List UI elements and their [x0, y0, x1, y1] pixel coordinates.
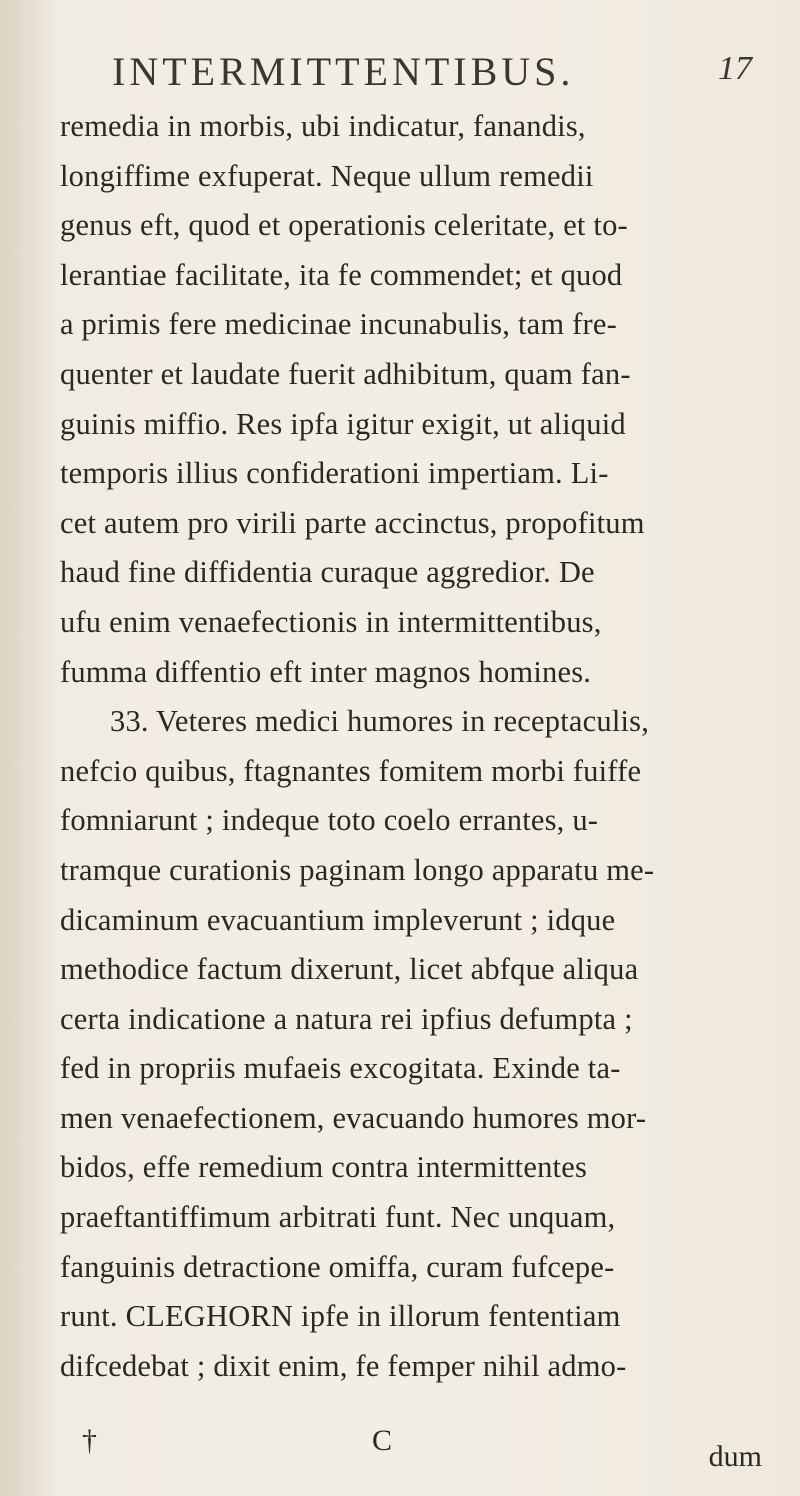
catchword: dum: [708, 1440, 762, 1473]
page-gutter-shadow: [0, 0, 58, 1496]
text-line: bidos, effe remedium contra intermittentes: [60, 1150, 588, 1185]
text-line: fumma diffentio eft inter magnos homines.: [60, 654, 592, 689]
text-line: fomniarunt ; indeque toto coelo errantes, u-: [60, 803, 599, 838]
signature-mark: C: [372, 1424, 393, 1457]
running-title: INTERMITTENTIBUS.: [112, 49, 575, 94]
text-line: cet autem pro virili parte accinctus, propofitum: [60, 505, 645, 540]
text-line: tramque curationis paginam longo apparatu me-: [60, 852, 655, 887]
running-head: [112, 48, 752, 108]
text-line: a primis fere medicinae incunabulis, tam fre-: [60, 307, 617, 342]
text-line: fanguinis detractione omiffa, curam fufcepe-: [60, 1249, 615, 1284]
text-line: temporis illius confiderationi impertiam. Li-: [60, 456, 609, 491]
text-line: guinis miffio. Res ipfa igitur exigit, ut aliquid: [60, 406, 626, 441]
footer-mark: †: [82, 1424, 97, 1457]
text-line: certa indicatione a natura rei ipfius defumpta ;: [60, 1001, 633, 1036]
paragraph-start-line: 33. Veteres medici humores in receptaculis,: [110, 704, 650, 739]
page-footer: [60, 1424, 772, 1484]
text-line: genus eft, quod et operationis celeritate, et to-: [60, 208, 628, 243]
body-text: [60, 102, 772, 1391]
text-line: remedia in morbis, ubi indicatur, fanandis,: [60, 109, 586, 143]
text-line: difcedebat ; dixit enim, fe femper nihil admo-: [60, 1348, 627, 1383]
page-number: 17: [718, 50, 752, 87]
text-line: dicaminum evacuantium impleverunt ; idque: [60, 902, 616, 937]
text-line: longiffime exfuperat. Neque ullum remedii: [60, 158, 594, 193]
text-line: fed in propriis mufaeis excogitata. Exinde ta-: [60, 1051, 621, 1086]
text-line: ufu enim venaefectionis in intermittentibus,: [60, 604, 602, 639]
text-line: methodice factum dixerunt, licet abfque aliqua: [60, 952, 639, 987]
text-line: praeftantiffimum arbitrati funt. Nec unquam,: [60, 1200, 616, 1235]
text-line: lerantiae facilitate, ita fe commendet; et quod: [60, 257, 623, 292]
text-line: quenter et laudate fuerit adhibitum, quam fan-: [60, 356, 631, 391]
text-line: men venaefectionem, evacuando humores mor-: [60, 1100, 647, 1135]
text-line: runt. CLEGHORN ipfe in illorum fententiam: [60, 1299, 621, 1334]
text-line: nefcio quibus, ftagnantes fomitem morbi fuiffe: [60, 753, 642, 788]
text-line: haud fine diffidentia curaque aggredior. De: [60, 555, 595, 590]
